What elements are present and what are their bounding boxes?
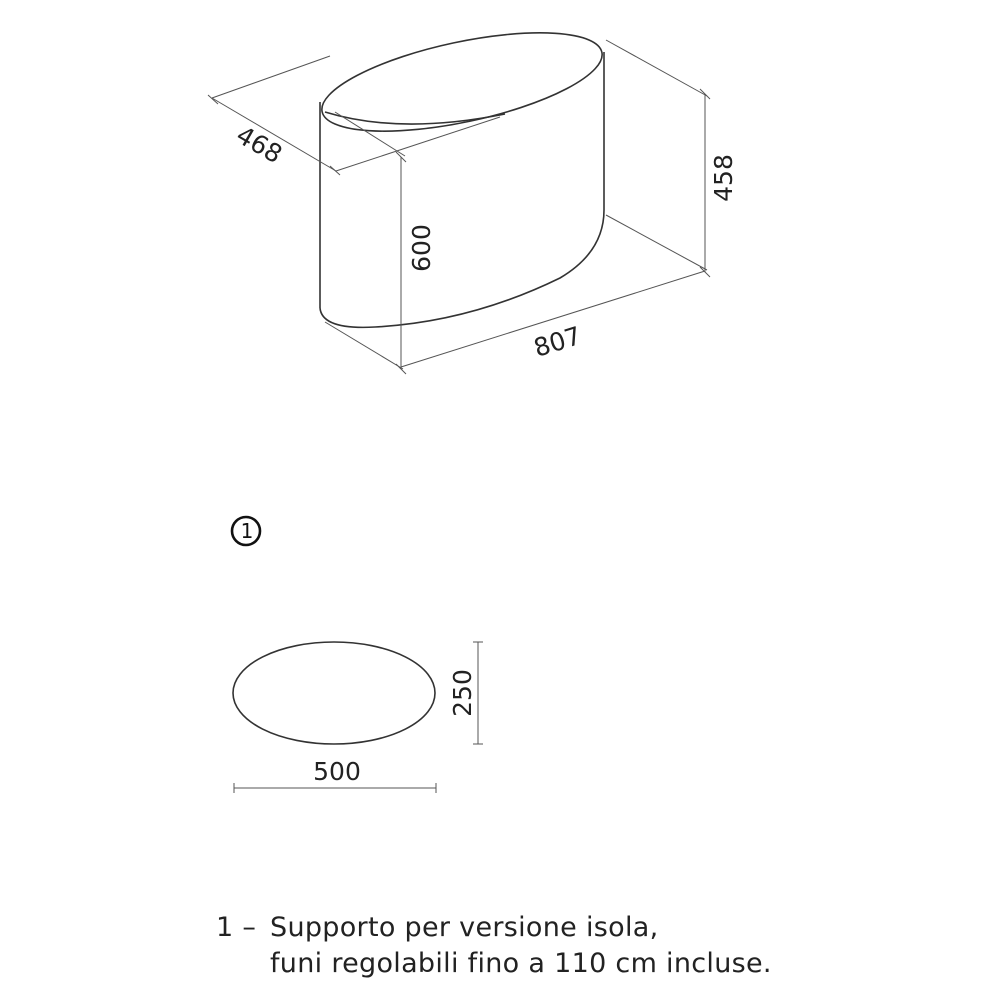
caption-line-1 [216,910,772,946]
dimension-front-height [335,112,436,374]
dimension-back-height [606,40,738,277]
dimension-support-height-label: 250 [448,669,477,717]
caption-number: 1 – [216,912,257,943]
caption-text-2: funi regolabili fino a 110 cm incluse. [270,948,772,979]
hood-bottom-curve [320,210,604,327]
dimension-length-label: 807 [530,321,585,363]
dimension-front-height-label: 600 [407,224,436,272]
dimension-support-width-label: 500 [313,757,361,786]
detail-marker [232,517,260,545]
caption [216,910,772,982]
dimension-support-width [234,757,436,793]
dimension-length [325,271,705,369]
support-ellipse [233,642,435,744]
caption-text-1: Supporto per versione isola, [270,912,659,943]
dimension-depth-label: 468 [231,120,288,170]
hood-top-ellipse [314,13,610,151]
hood-isometric-view [314,13,610,327]
detail-marker-number: 1 [240,519,254,543]
dimension-depth [208,56,500,175]
support-plan-view [233,642,435,744]
caption-line-2 [216,946,772,982]
dimension-support-height [448,642,483,744]
dimension-back-height-label: 458 [709,154,738,202]
